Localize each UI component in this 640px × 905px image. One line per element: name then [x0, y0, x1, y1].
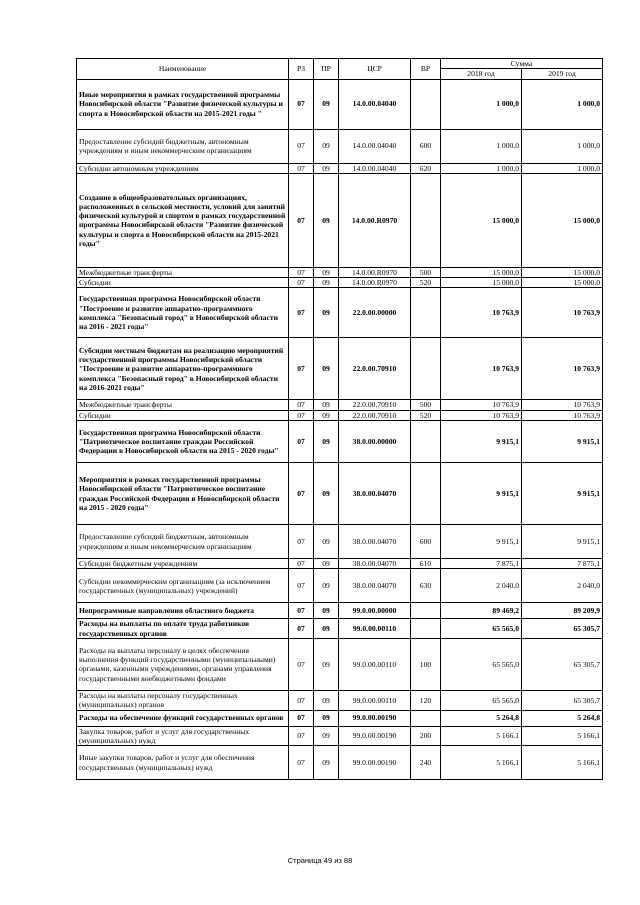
- row-sum-2018-cell: 9 915,1: [441, 421, 522, 463]
- col-2018-header: 2018 год: [441, 69, 522, 79]
- row-name-cell: Государственная программа Новосибирской области "Патриотическое воспитание граждан Российской Федерации в Новосибирской области на 2015 - 2020 годы": [77, 421, 289, 463]
- row-rz-cell: 07: [289, 278, 314, 288]
- col-rz-header: РЗ: [289, 59, 314, 80]
- row-name-cell: Расходы на выплаты по оплате труда работников государственных органов: [77, 619, 289, 639]
- row-name-cell: Субсидии местным бюджетам на реализацию мероприятий государственной программы Новосибирской области "Построение и развитие аппаратно-программного комплекса "Безопасный город" в Новосибирской области на 2016-2021 годы": [77, 338, 289, 400]
- row-rz-cell: 07: [289, 603, 314, 619]
- row-rz-cell: 07: [289, 726, 314, 746]
- row-csr-cell: 99.0.00.00190: [339, 726, 411, 746]
- row-sum-2018-cell: 10 763,9: [441, 288, 522, 338]
- row-pr-cell: 09: [314, 463, 339, 525]
- row-sum-2019-cell: 65 305,7: [522, 638, 603, 690]
- row-sum-2018-cell: 1 000,0: [441, 79, 522, 129]
- row-sum-2019-cell: 10 763,9: [522, 400, 603, 410]
- row-sum-2019-cell: 15 000,0: [522, 278, 603, 288]
- row-rz-cell: 07: [289, 525, 314, 559]
- row-sum-2018-cell: 65 565,0: [441, 619, 522, 639]
- col-sum-header: Сумма: [441, 59, 603, 69]
- row-pr-cell: 09: [314, 746, 339, 780]
- table-row: [77, 421, 603, 463]
- row-pr-cell: 09: [314, 267, 339, 277]
- row-sum-2019-cell: 15 000,0: [522, 267, 603, 277]
- row-vr-cell: 240: [411, 746, 441, 780]
- row-csr-cell: 14.0.00.R0970: [339, 278, 411, 288]
- row-pr-cell: 09: [314, 173, 339, 267]
- row-name-cell: Предоставление субсидий бюджетным, автономным учреждениям и иным некоммерческим организациям: [77, 525, 289, 559]
- row-vr-cell: 600: [411, 129, 441, 163]
- table-row: [77, 400, 603, 410]
- table-row: [77, 603, 603, 619]
- row-name-cell: Иные мероприятия в рамках государственной программы Новосибирской области "Развитие физической культуры и спорта в Новосибирской области на 2015-2021 годы ": [77, 79, 289, 129]
- row-rz-cell: 07: [289, 288, 314, 338]
- row-sum-2019-cell: 5 166,1: [522, 726, 603, 746]
- col-2019-header: 2019 год: [522, 69, 603, 79]
- row-sum-2019-cell: 9 915,1: [522, 463, 603, 525]
- row-rz-cell: 07: [289, 638, 314, 690]
- row-csr-cell: 99.0.00.00110: [339, 638, 411, 690]
- budget-table-container: [76, 58, 602, 780]
- row-vr-cell: 500: [411, 400, 441, 410]
- row-pr-cell: 09: [314, 421, 339, 463]
- row-csr-cell: 14.0.00.04040: [339, 129, 411, 163]
- row-csr-cell: 14.0.00.04040: [339, 163, 411, 173]
- row-vr-cell: 200: [411, 726, 441, 746]
- row-csr-cell: 38.0.00.00000: [339, 421, 411, 463]
- row-rz-cell: 07: [289, 569, 314, 603]
- col-csr-header: ЦСР: [339, 59, 411, 80]
- row-sum-2018-cell: 10 763,9: [441, 338, 522, 400]
- table-row: [77, 288, 603, 338]
- row-csr-cell: 38.0.00.04070: [339, 559, 411, 569]
- row-rz-cell: 07: [289, 163, 314, 173]
- table-row: [77, 726, 603, 746]
- row-name-cell: Мероприятия в рамках государственной программы Новосибирской области "Патриотическое воспитание граждан Российской Федерации в Новосибирской области на 2015 - 2020 годы": [77, 463, 289, 525]
- budget-table: [76, 58, 603, 780]
- row-vr-cell: [411, 173, 441, 267]
- row-pr-cell: 09: [314, 525, 339, 559]
- row-name-cell: Расходы на обеспечение функций государственных органов: [77, 710, 289, 726]
- row-sum-2019-cell: 65 305,7: [522, 619, 603, 639]
- row-sum-2019-cell: 89 209,9: [522, 603, 603, 619]
- table-row: [77, 278, 603, 288]
- row-csr-cell: 14.0.00.R0970: [339, 267, 411, 277]
- row-csr-cell: 38.0.00.04070: [339, 463, 411, 525]
- row-csr-cell: 22.0.00.70910: [339, 338, 411, 400]
- row-csr-cell: 38.0.00.04070: [339, 525, 411, 559]
- row-name-cell: Межбюджетные трансферты: [77, 267, 289, 277]
- row-pr-cell: 09: [314, 619, 339, 639]
- row-csr-cell: 22.0.00.70910: [339, 410, 411, 420]
- row-vr-cell: [411, 421, 441, 463]
- row-vr-cell: [411, 710, 441, 726]
- row-sum-2018-cell: 65 565,0: [441, 638, 522, 690]
- row-rz-cell: 07: [289, 79, 314, 129]
- row-name-cell: Субсидии: [77, 410, 289, 420]
- row-pr-cell: 09: [314, 338, 339, 400]
- row-pr-cell: 09: [314, 288, 339, 338]
- table-row: [77, 410, 603, 420]
- row-sum-2018-cell: 10 763,9: [441, 410, 522, 420]
- row-sum-2018-cell: 5 166,1: [441, 746, 522, 780]
- row-rz-cell: 07: [289, 463, 314, 525]
- row-sum-2019-cell: 2 040,0: [522, 569, 603, 603]
- row-rz-cell: 07: [289, 267, 314, 277]
- row-vr-cell: [411, 603, 441, 619]
- table-row: [77, 710, 603, 726]
- row-sum-2018-cell: 89 469,2: [441, 603, 522, 619]
- row-name-cell: Предоставление субсидий бюджетным, автономным учреждениям и иным некоммерческим организациям: [77, 129, 289, 163]
- row-vr-cell: 500: [411, 267, 441, 277]
- row-pr-cell: 09: [314, 79, 339, 129]
- table-row: [77, 129, 603, 163]
- row-vr-cell: 600: [411, 525, 441, 559]
- row-rz-cell: 07: [289, 559, 314, 569]
- row-pr-cell: 09: [314, 638, 339, 690]
- row-sum-2018-cell: 2 040,0: [441, 569, 522, 603]
- page-number: Страница 49 из 88: [287, 856, 353, 865]
- table-row: [77, 746, 603, 780]
- row-sum-2019-cell: 10 763,9: [522, 410, 603, 420]
- row-sum-2018-cell: 1 000,0: [441, 163, 522, 173]
- row-sum-2018-cell: 5 166,1: [441, 726, 522, 746]
- row-name-cell: Субсидии: [77, 278, 289, 288]
- row-vr-cell: [411, 338, 441, 400]
- row-sum-2018-cell: 15 000,0: [441, 278, 522, 288]
- row-name-cell: Иные закупки товаров, работ и услуг для обеспечения государственных (муниципальных) нужд: [77, 746, 289, 780]
- col-name-header: Наименование: [77, 59, 289, 80]
- row-rz-cell: 07: [289, 410, 314, 420]
- row-pr-cell: 09: [314, 410, 339, 420]
- row-name-cell: Расходы на выплаты персоналу в целях обеспечения выполнения функций государственными (муниципальными) органами, казенными учреждениями, органами управления государственными внебюджетными фондами: [77, 638, 289, 690]
- row-rz-cell: 07: [289, 173, 314, 267]
- row-rz-cell: 07: [289, 690, 314, 710]
- row-vr-cell: 520: [411, 410, 441, 420]
- col-pr-header: ПР: [314, 59, 339, 80]
- row-sum-2018-cell: 15 000,0: [441, 267, 522, 277]
- row-sum-2018-cell: 9 915,1: [441, 525, 522, 559]
- row-pr-cell: 09: [314, 603, 339, 619]
- table-row: [77, 559, 603, 569]
- col-vr-header: ВР: [411, 59, 441, 80]
- table-row: [77, 569, 603, 603]
- table-row: [77, 690, 603, 710]
- row-sum-2019-cell: 9 915,1: [522, 525, 603, 559]
- row-rz-cell: 07: [289, 710, 314, 726]
- row-csr-cell: 14.0.00.R0970: [339, 173, 411, 267]
- row-sum-2018-cell: 65 565,0: [441, 690, 522, 710]
- row-sum-2019-cell: 65 305,7: [522, 690, 603, 710]
- row-vr-cell: 630: [411, 569, 441, 603]
- table-row: [77, 463, 603, 525]
- table-row: [77, 619, 603, 639]
- row-vr-cell: 120: [411, 690, 441, 710]
- row-csr-cell: 14.0.00.04040: [339, 79, 411, 129]
- row-pr-cell: 09: [314, 278, 339, 288]
- row-sum-2019-cell: 10 763,9: [522, 288, 603, 338]
- row-sum-2019-cell: 1 000,0: [522, 79, 603, 129]
- row-name-cell: Непрограммные направления областного бюджета: [77, 603, 289, 619]
- row-vr-cell: 620: [411, 163, 441, 173]
- row-csr-cell: 99.0.00.00110: [339, 690, 411, 710]
- row-sum-2019-cell: 1 000,0: [522, 163, 603, 173]
- row-pr-cell: 09: [314, 690, 339, 710]
- row-vr-cell: 520: [411, 278, 441, 288]
- row-pr-cell: 09: [314, 559, 339, 569]
- row-sum-2019-cell: 5 264,8: [522, 710, 603, 726]
- row-sum-2019-cell: 7 875,1: [522, 559, 603, 569]
- table-row: [77, 525, 603, 559]
- row-name-cell: Расходы на выплаты персоналу государственных (муниципальных) органов: [77, 690, 289, 710]
- row-sum-2018-cell: 7 875,1: [441, 559, 522, 569]
- row-pr-cell: 09: [314, 400, 339, 410]
- row-name-cell: Субсидии некоммерческим организациям (за исключением государственных (муниципальных) учреждений): [77, 569, 289, 603]
- row-name-cell: Межбюджетные трансферты: [77, 400, 289, 410]
- row-name-cell: Создание в общеобразовательных организациях, расположенных в сельской местности, условий для занятий физической культурой и спортом в рамках государственной программы Новосибирской области "Развитие физической культуры и спорта в Новосибирской области на 2015-2021 годы": [77, 173, 289, 267]
- row-rz-cell: 07: [289, 129, 314, 163]
- row-rz-cell: 07: [289, 746, 314, 780]
- row-name-cell: Субсидии бюджетным учреждениям: [77, 559, 289, 569]
- row-vr-cell: 100: [411, 638, 441, 690]
- row-pr-cell: 09: [314, 710, 339, 726]
- row-name-cell: Закупка товаров, работ и услуг для государственных (муниципальных) нужд: [77, 726, 289, 746]
- row-rz-cell: 07: [289, 619, 314, 639]
- row-pr-cell: 09: [314, 569, 339, 603]
- row-sum-2019-cell: 15 000,0: [522, 173, 603, 267]
- row-vr-cell: [411, 288, 441, 338]
- row-csr-cell: 22.0.00.70910: [339, 400, 411, 410]
- row-sum-2018-cell: 10 763,9: [441, 400, 522, 410]
- row-csr-cell: 99.0.00.00190: [339, 710, 411, 726]
- row-sum-2019-cell: 5 166,1: [522, 746, 603, 780]
- row-vr-cell: [411, 463, 441, 525]
- row-pr-cell: 09: [314, 163, 339, 173]
- row-vr-cell: [411, 619, 441, 639]
- row-rz-cell: 07: [289, 338, 314, 400]
- row-csr-cell: 99.0.00.00190: [339, 746, 411, 780]
- row-rz-cell: 07: [289, 421, 314, 463]
- table-row: [77, 163, 603, 173]
- row-sum-2019-cell: 10 763,9: [522, 338, 603, 400]
- row-csr-cell: 99.0.00.00000: [339, 603, 411, 619]
- row-pr-cell: 09: [314, 726, 339, 746]
- row-sum-2019-cell: 1 000,0: [522, 129, 603, 163]
- table-row: [77, 267, 603, 277]
- row-name-cell: Субсидии автономным учреждениям: [77, 163, 289, 173]
- row-csr-cell: 22.0.00.00000: [339, 288, 411, 338]
- table-row: [77, 638, 603, 690]
- row-csr-cell: 38.0.00.04070: [339, 569, 411, 603]
- table-body: [77, 79, 603, 780]
- row-vr-cell: 610: [411, 559, 441, 569]
- row-csr-cell: 99.0.00.00110: [339, 619, 411, 639]
- table-row: [77, 173, 603, 267]
- row-name-cell: Государственная программа Новосибирской области "Построение и развитие аппаратно-программного комплекса "Безопасный город" в Новосибирской области на 2016 - 2021 годы": [77, 288, 289, 338]
- row-sum-2018-cell: 5 264,8: [441, 710, 522, 726]
- table-row: [77, 79, 603, 129]
- row-sum-2018-cell: 1 000,0: [441, 129, 522, 163]
- row-sum-2019-cell: 9 915,1: [522, 421, 603, 463]
- row-rz-cell: 07: [289, 400, 314, 410]
- table-row: [77, 338, 603, 400]
- row-vr-cell: [411, 79, 441, 129]
- row-pr-cell: 09: [314, 129, 339, 163]
- row-sum-2018-cell: 9 915,1: [441, 463, 522, 525]
- row-sum-2018-cell: 15 000,0: [441, 173, 522, 267]
